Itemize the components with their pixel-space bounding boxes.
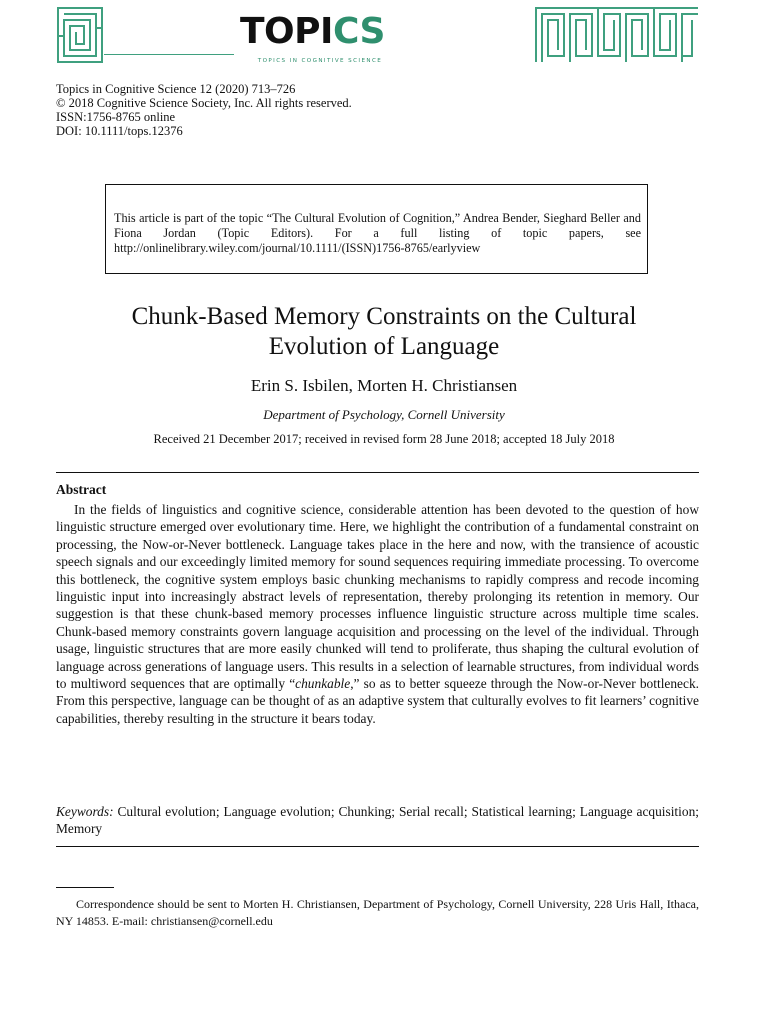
abstract-text-part1: In the fields of linguistics and cognitive science, considerable attention has been devoted to the question of how linguistic structure emerged over evolutionary time. Here, we highlight the contribution of a fundamental constraint on processing, the Now-or-Never bottleneck. Language takes place in the here and now, with the transience of acoustic speech signals and our exceedingly limited memory for sound sequences requiring immediate processing. To overcome this bottleneck, the cognitive system employs basic chunking mechanisms to rapidly compress and recode incoming linguistic input into increasingly abstract levels of representation, thereby prolonging its retention in memory. Our suggestion is that these chunk-based memory processes influence linguistic structure across multiple time scales. Chunk-based memory constraints govern language acquisition and processing on the level of the individual. Through usage, linguistic structures that are more easily chunked will tend to proliferate, thus shaping the cultural evolution of language across generations of language users. This results in a selection of learnable structures, from individual words to multiword sequences that are optimally “ bbox=[56, 502, 699, 692]
keywords bbox=[56, 803, 699, 838]
issn-line: ISSN:1756-8765 online bbox=[56, 110, 176, 124]
topic-note-box bbox=[105, 184, 648, 274]
authors: Erin S. Isbilen, Morten H. Christiansen bbox=[250, 376, 518, 395]
correspondence-footnote: Correspondence should be sent to Morten H. Christiansen, Department of Psychology, Cornell University, 228 Uris Hall, Ithaca, NY 14853. E-mail: christiansen@cornell.edu bbox=[56, 897, 699, 928]
keywords-label: Keywords: bbox=[56, 804, 114, 819]
article-title bbox=[56, 302, 712, 362]
logo-word-part1: TOPI bbox=[240, 11, 333, 52]
logo-subtitle: TOPICS IN COGNITIVE SCIENCE bbox=[257, 58, 383, 64]
journal-logo bbox=[240, 9, 400, 55]
affiliation: Department of Psychology, Cornell University bbox=[263, 407, 505, 422]
maze-seal-icon bbox=[56, 6, 104, 64]
footnote-rule bbox=[56, 887, 114, 888]
abstract-text bbox=[56, 501, 699, 727]
abstract-emphasis: chunkable bbox=[295, 676, 351, 692]
journal-info bbox=[56, 82, 352, 138]
received-dates: Received 21 December 2017; received in revised form 28 June 2018; accepted 18 July 2018 bbox=[153, 432, 615, 446]
topic-note-text: This article is part of the topic “The Cultural Evolution of Cognition,” Andrea Bender, Sieghard Beller and Fiona Jordan (Topic Editors). For a full listing of topic papers, see http://onlinelibrary.wiley.com/journal/10.1111/(ISSN)1756-8765/earlyview bbox=[114, 211, 641, 255]
abstract-bottom-rule bbox=[56, 846, 699, 847]
copyright-line: © 2018 Cognitive Science Society, Inc. All rights reserved. bbox=[56, 96, 352, 110]
maze-pattern-icon bbox=[534, 6, 700, 64]
abstract-text-part2: ,” so as to better squeeze through the Now-or-Never bottleneck. From this perspective, language can be thought of as an adaptive system that culturally evolves to fit learners’ cognitive capabilities, thereby resulting in the structure it bears today. bbox=[56, 676, 699, 726]
abstract-top-rule bbox=[56, 472, 699, 473]
logo-rule bbox=[104, 54, 234, 55]
doi-line: DOI: 10.1111/tops.12376 bbox=[56, 124, 183, 138]
logo-word-part2: CS bbox=[332, 11, 385, 52]
abstract-heading: Abstract bbox=[56, 482, 107, 497]
keywords-text: Cultural evolution; Language evolution; Chunking; Serial recall; Statistical learning; Language acquisition; Memory bbox=[56, 804, 699, 837]
title-line-2: Evolution of Language bbox=[268, 333, 500, 360]
journal-citation: Topics in Cognitive Science 12 (2020) 713–726 bbox=[56, 82, 296, 96]
title-line-1: Chunk-Based Memory Constraints on the Cultural bbox=[131, 303, 637, 330]
